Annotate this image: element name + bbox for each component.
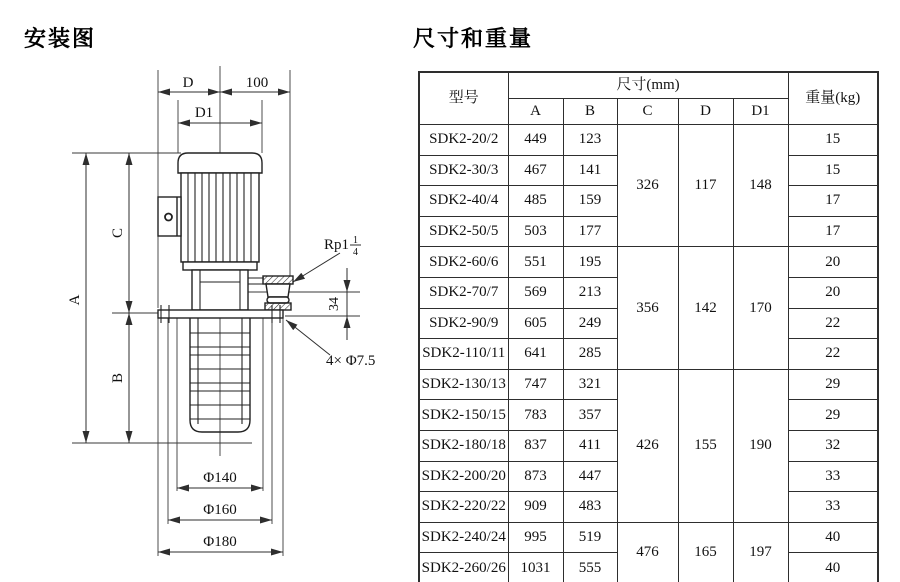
cable-gland [165, 214, 172, 221]
model-cell: SDK2-70/7 [419, 277, 508, 308]
dim-b-cell: 555 [563, 553, 617, 582]
dim-d-group: 142 [678, 247, 733, 369]
model-cell: SDK2-50/5 [419, 216, 508, 247]
dim-d1-group: 148 [733, 125, 788, 247]
weight-cell: 32 [788, 430, 878, 461]
dim-a-cell: 1031 [508, 553, 563, 582]
weight-cell: 29 [788, 400, 878, 431]
col-header-b: B [563, 99, 617, 125]
dimensions-weight-title: 尺寸和重量 [413, 26, 534, 51]
dim-c-group: 426 [617, 369, 678, 522]
dim-b-cell: 357 [563, 400, 617, 431]
dim-d1-group: 197 [733, 522, 788, 582]
label-phi180: Φ180 [203, 534, 237, 550]
dim-b-cell: 195 [563, 247, 617, 278]
mounting-plate [158, 310, 283, 318]
dim-c-group: 326 [617, 125, 678, 247]
installation-diagram-title: 安装图 [24, 26, 97, 51]
outlet-ring [267, 297, 289, 303]
label-100: 100 [245, 75, 269, 91]
weight-cell: 15 [788, 125, 878, 156]
table-row [419, 247, 878, 278]
dim-d-group: 165 [678, 522, 733, 582]
model-cell: SDK2-260/26 [419, 553, 508, 582]
label-thread-num: 1 [353, 235, 358, 246]
col-header-a: A [508, 99, 563, 125]
col-header-size: 尺寸(mm) [508, 72, 788, 99]
dim-a-cell: 605 [508, 308, 563, 339]
motor-cap [178, 153, 262, 173]
label-d1: D1 [194, 105, 214, 121]
dim-b-cell: 483 [563, 492, 617, 523]
weight-cell: 20 [788, 247, 878, 278]
table-row [419, 125, 878, 156]
weight-cell: 22 [788, 308, 878, 339]
dim-a-cell: 995 [508, 522, 563, 553]
label-34: 34 [327, 297, 342, 311]
weight-cell: 22 [788, 339, 878, 370]
dim-a-cell: 837 [508, 430, 563, 461]
pump-outline [158, 153, 293, 432]
dim-b-cell: 285 [563, 339, 617, 370]
outlet-body [266, 284, 290, 297]
label-thread-den: 4 [353, 247, 358, 258]
dim-b-cell: 249 [563, 308, 617, 339]
motor-body [181, 173, 259, 262]
model-cell: SDK2-90/9 [419, 308, 508, 339]
col-header-d: D [678, 99, 733, 125]
dim-d1-group: 170 [733, 247, 788, 369]
installation-diagram [0, 0, 410, 582]
dim-a-cell: 909 [508, 492, 563, 523]
dim-b-cell: 447 [563, 461, 617, 492]
model-cell: SDK2-150/15 [419, 400, 508, 431]
dim-a-cell: 641 [508, 339, 563, 370]
dim-b-cell: 177 [563, 216, 617, 247]
label-b: B [110, 372, 126, 384]
dimensions-table [418, 71, 879, 582]
dim-d-group: 117 [678, 125, 733, 247]
model-cell: SDK2-130/13 [419, 369, 508, 400]
model-cell: SDK2-180/18 [419, 430, 508, 461]
col-header-d1: D1 [733, 99, 788, 125]
weight-cell: 33 [788, 461, 878, 492]
dim-d-group: 155 [678, 369, 733, 522]
model-cell: SDK2-240/24 [419, 522, 508, 553]
weight-cell: 17 [788, 216, 878, 247]
dim-c-group: 356 [617, 247, 678, 369]
model-cell: SDK2-30/3 [419, 155, 508, 186]
dim-c-group: 476 [617, 522, 678, 582]
dim-a-cell: 873 [508, 461, 563, 492]
weight-cell: 17 [788, 186, 878, 217]
dim-a-cell: 449 [508, 125, 563, 156]
label-a: A [67, 294, 83, 306]
col-header-c: C [617, 99, 678, 125]
label-c: C [110, 227, 126, 239]
model-cell: SDK2-20/2 [419, 125, 508, 156]
outlet-flange [263, 276, 293, 284]
model-cell: SDK2-200/20 [419, 461, 508, 492]
weight-cell: 40 [788, 553, 878, 582]
motor-foot [183, 262, 257, 270]
table-row [419, 522, 878, 553]
dim-a-cell: 569 [508, 277, 563, 308]
label-phi140: Φ140 [203, 470, 237, 486]
col-header-weight: 重量(kg) [788, 72, 878, 125]
dim-a-cell: 485 [508, 186, 563, 217]
weight-cell: 20 [788, 277, 878, 308]
dim-b-cell: 123 [563, 125, 617, 156]
col-header-model: 型号 [419, 72, 508, 125]
table-row [419, 369, 878, 400]
model-cell: SDK2-110/11 [419, 339, 508, 370]
dim-d1-group: 190 [733, 369, 788, 522]
model-cell: SDK2-40/4 [419, 186, 508, 217]
dim-a-cell: 747 [508, 369, 563, 400]
label-thread: Rp1 [324, 237, 350, 253]
label-holes: 4× Φ7.5 [326, 353, 376, 369]
outlet-lower-flange [265, 303, 291, 310]
dim-b-cell: 159 [563, 186, 617, 217]
weight-cell: 33 [788, 492, 878, 523]
model-cell: SDK2-60/6 [419, 247, 508, 278]
dim-b-cell: 321 [563, 369, 617, 400]
weight-cell: 15 [788, 155, 878, 186]
label-d: D [182, 75, 194, 91]
dim-b-cell: 213 [563, 277, 617, 308]
weight-cell: 40 [788, 522, 878, 553]
dim-a-cell: 503 [508, 216, 563, 247]
dim-b-cell: 141 [563, 155, 617, 186]
dim-b-cell: 411 [563, 430, 617, 461]
weight-cell: 29 [788, 369, 878, 400]
dim-b-cell: 519 [563, 522, 617, 553]
dim-a-cell: 467 [508, 155, 563, 186]
dim-a-cell: 783 [508, 400, 563, 431]
label-phi160: Φ160 [203, 502, 237, 518]
model-cell: SDK2-220/22 [419, 492, 508, 523]
dim-a-cell: 551 [508, 247, 563, 278]
